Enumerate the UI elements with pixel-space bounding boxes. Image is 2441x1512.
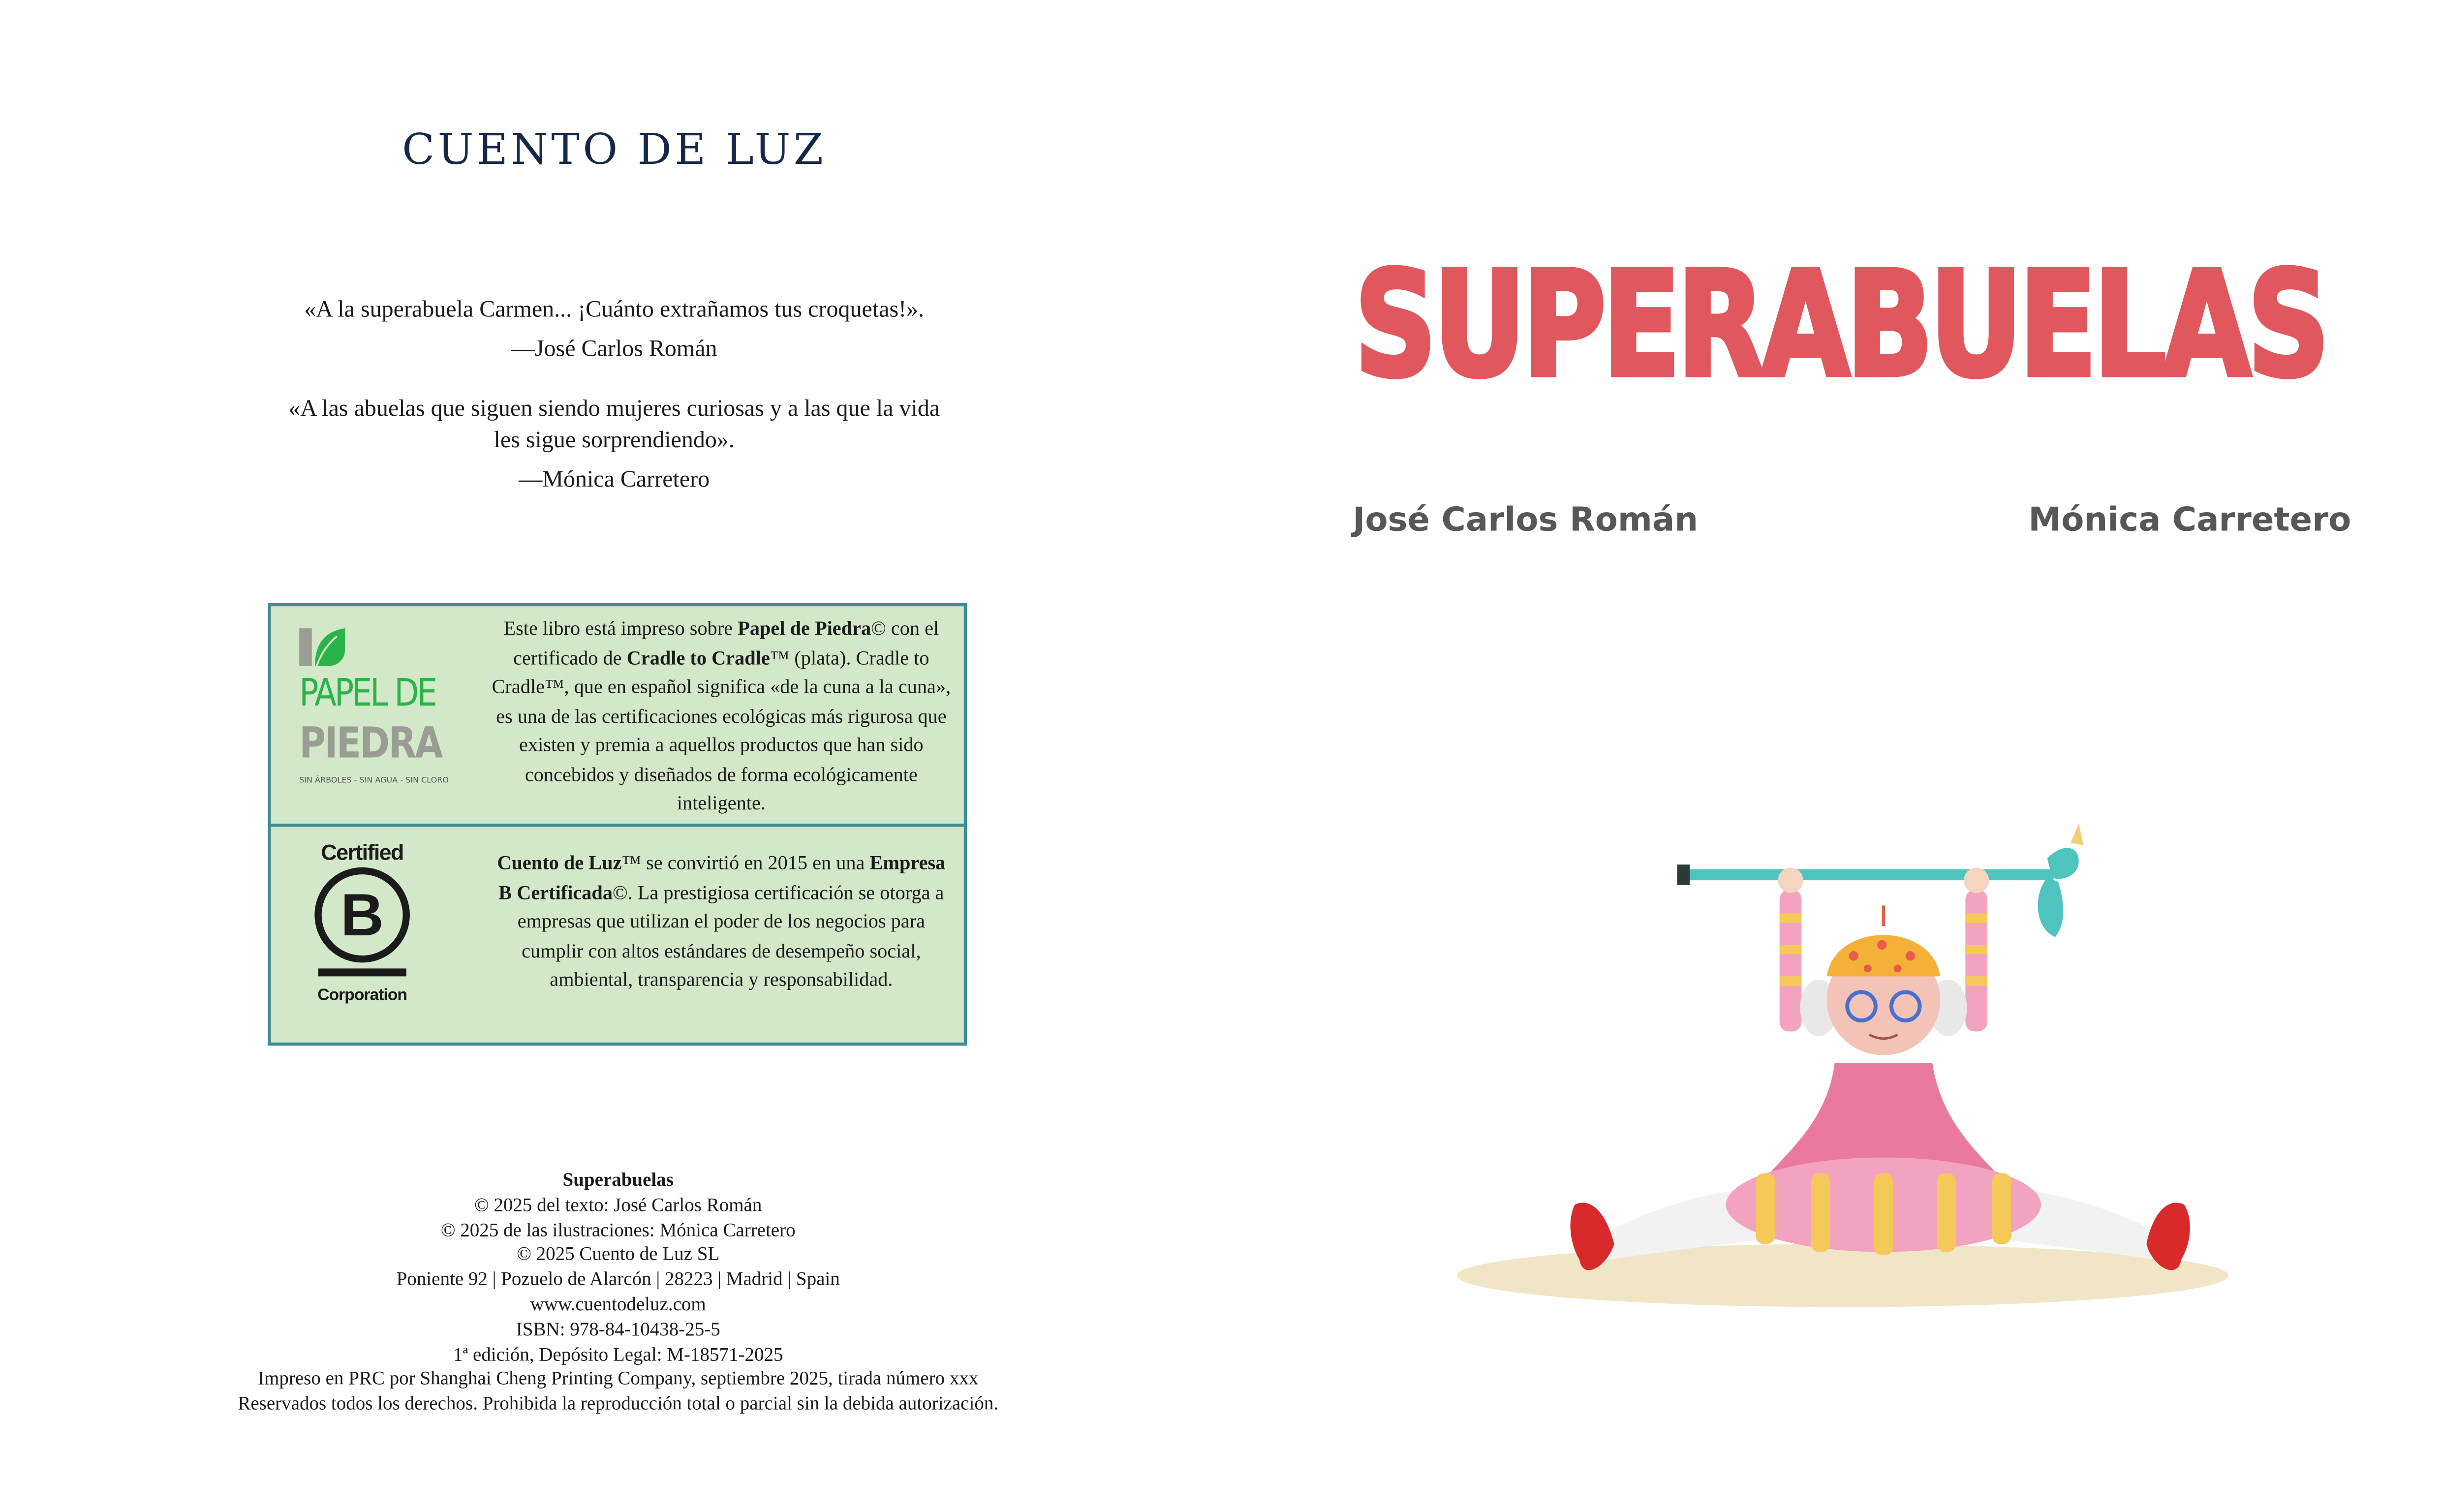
imprint-isbn: ISBN: 978-84-10438-25-5 [516, 1318, 720, 1340]
imprint-line: Impreso en PRC por Shanghai Cheng Printing Company, septiembre 2025, tirada número xxx [258, 1367, 979, 1390]
publisher-logo: CUENTO DE LUZ [402, 126, 827, 175]
papel-de-piedra-logo-line2: PIEDRA [299, 719, 442, 769]
book-title: SUPERABUELAS [1354, 241, 2326, 410]
svg-text:B: B [340, 881, 384, 949]
imprint-website: www.cuentodeluz.com [530, 1293, 706, 1315]
imprint-line: © 2025 de las ilustraciones: Mónica Carretero [440, 1218, 796, 1240]
dedication-author: —Mónica Carretero [519, 467, 710, 493]
papel-de-piedra-text: Este libro está impreso sobre Papel de Piedra© con el certificado de Cradle to Cradle™ (plata). Cradle to Cradle™, que en español significa «de la cuna a la cuna», es una de las certificaciones ecológicas más rigurosa que existen y premia a aquellos productos que han sido concebidos y diseñados de forma ecológicamente inteligente. [492, 617, 951, 814]
dedication-text: les sigue sorprendiendo». [494, 428, 735, 454]
b-corp-logo [306, 839, 419, 1005]
imprint-line: © 2025 Cuento de Luz SL [517, 1243, 720, 1265]
leaf-icon [299, 628, 346, 666]
b-corp-logo-top: Certified [321, 839, 403, 865]
imprint-line: Reservados todos los derechos. Prohibida la reproducción total o parcial sin la debida autorización. [238, 1392, 999, 1415]
papel-de-piedra-logo-line1: PAPEL DE [299, 671, 435, 715]
imprint-line: Poniente 92 | Pozuelo de Alarcón | 28223 | Madrid | Spain [396, 1268, 840, 1290]
dedication-1 [220, 295, 1008, 366]
author-name: José Carlos Román [1353, 500, 1699, 539]
imprint-line: © 2025 del texto: José Carlos Román [474, 1193, 762, 1216]
box-divider [271, 824, 964, 827]
b-corp-icon [310, 864, 414, 978]
dedication-2 [220, 394, 1008, 496]
imprint-title: Superabuelas [562, 1168, 674, 1191]
dedication-author: —José Carlos Román [511, 337, 717, 363]
certifications-box [268, 603, 967, 1046]
papel-de-piedra-logo [299, 628, 472, 787]
b-corp-text: Cuento de Luz™ se convirtió en 2015 en una Empresa B Certificada©. La prestigiosa certificación se otorga a empresas que utilizan el poder de los negocios para cumplir con altos estándares de desempeño social, ambiental, transparencia y responsabilidad. [497, 852, 946, 991]
imprint-line: 1ª edición, Depósito Legal: M-18571-2025 [453, 1342, 783, 1365]
b-corp-logo-bottom: Corporation [317, 986, 407, 1005]
illustrator-name: Mónica Carretero [2028, 500, 2351, 539]
dedication-text: «A las abuelas que siguen siendo mujeres curiosas y a las que la vida [288, 397, 940, 422]
grandma-illustration [1441, 811, 2244, 1315]
papel-de-piedra-logo-tagline: SIN ÁRBOLES - SIN AGUA - SIN CLORO [299, 776, 449, 786]
dedication-text: «A la superabuela Carmen... ¡Cuánto extrañamos tus croquetas!». [304, 297, 925, 323]
imprint [157, 1169, 1079, 1418]
